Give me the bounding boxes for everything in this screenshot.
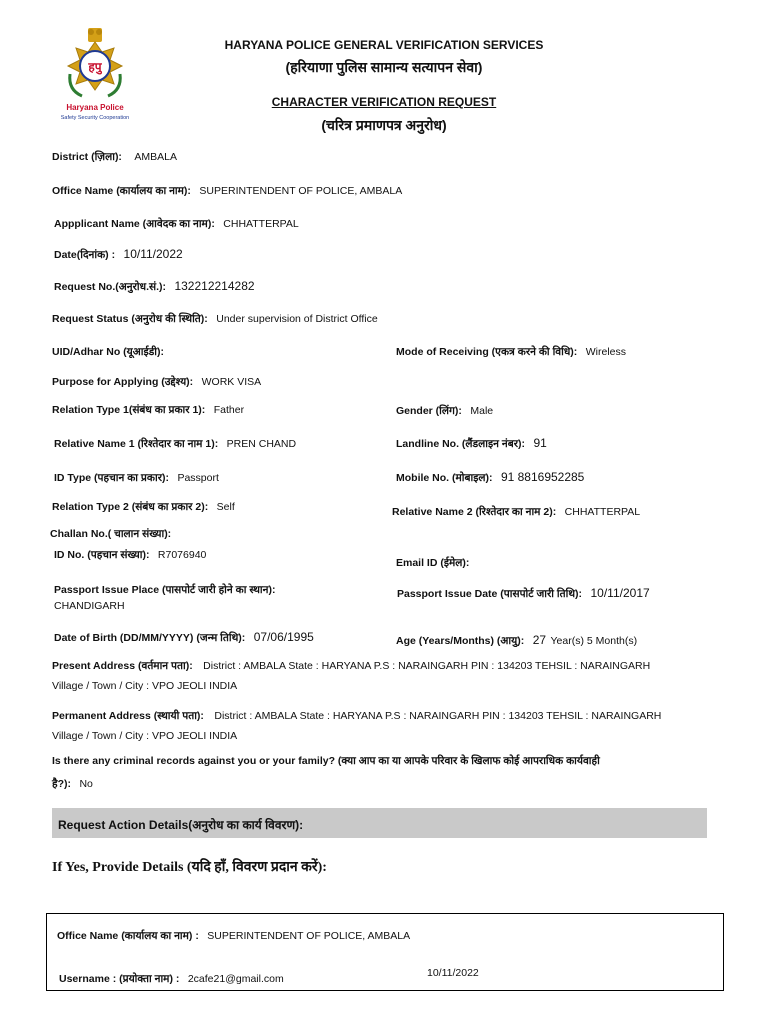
field-label: Date of Birth (DD/MM/YYYY) (जन्म तिथि): <box>54 632 246 644</box>
footer-office-name <box>57 926 410 944</box>
svg-text:Haryana Police: Haryana Police <box>66 103 124 112</box>
field-request-status <box>52 309 378 327</box>
field-label: Age (Years/Months) (आयु): <box>396 635 525 647</box>
field-label: Relative Name 1 (रिश्तेदार का नाम 1): <box>54 438 219 450</box>
address-line-2: Village / Town / City : VPO JEOLI INDIA <box>52 680 238 692</box>
field-id-no <box>54 545 206 563</box>
field-label: Appplicant Name (आवेदक का नाम): <box>54 218 215 230</box>
field-value: Under supervision of District Office <box>216 313 378 325</box>
request-action-details-bar <box>52 808 707 838</box>
field-mode-of-receiving <box>396 342 626 360</box>
field-label: Passport Issue Place (पासपोर्ट जारी होने का स्थान): <box>54 584 276 596</box>
field-value: Self <box>216 501 235 513</box>
field-value: No <box>79 778 93 790</box>
field-label: Challan No.( चालान संख्या): <box>50 528 172 540</box>
age-years: 27 <box>532 633 547 647</box>
field-present-address <box>52 656 650 692</box>
field-label: Mobile No. (मोबाइल): <box>396 472 493 484</box>
field-permanent-address <box>52 706 661 742</box>
age-suffix: Year(s) 5 Month(s) <box>550 635 638 647</box>
footer-date: 10/11/2022 <box>427 967 479 979</box>
field-label: Office Name (कार्यालय का नाम) : <box>57 930 199 942</box>
field-label: Office Name (कार्यालय का नाम): <box>52 185 191 197</box>
field-office-name <box>52 181 402 199</box>
field-passport-issue-date <box>397 584 650 602</box>
field-value: 132212214282 <box>174 279 255 293</box>
field-value: 07/06/1995 <box>253 630 314 644</box>
header-subtitle-hi: (चरित्र प्रमाणपत्र अनुरोध) <box>321 117 447 133</box>
field-label: District (ज़िला): <box>52 151 122 163</box>
field-label: ID Type (पहचान का प्रकार): <box>54 472 169 484</box>
field-value: WORK VISA <box>201 376 262 388</box>
field-dob <box>54 628 314 646</box>
field-relation-type-1 <box>52 400 244 418</box>
field-value: 91 8816952285 <box>500 470 585 484</box>
field-value: Male <box>470 405 494 417</box>
field-label: UID/Adhar No (यूआईडी): <box>52 346 164 358</box>
field-id-type <box>54 468 219 486</box>
field-relative-name-2 <box>392 502 640 520</box>
field-value: Father <box>213 404 245 416</box>
field-label: Relation Type 2 (संबंध का प्रकार 2): <box>52 501 209 513</box>
field-label: ID No. (पहचान संख्या): <box>54 549 150 561</box>
field-label: Purpose for Applying (उद्देश्य): <box>52 376 194 388</box>
address-line-2: Village / Town / City : VPO JEOLI INDIA <box>52 730 238 742</box>
footer-username <box>59 969 284 987</box>
address-line-1: District : AMBALA State : HARYANA P.S : NARAINGARH PIN : 134203 TEHSIL : NARAINGARH <box>214 710 662 722</box>
field-request-no <box>54 277 255 295</box>
field-age <box>396 631 637 649</box>
field-label: Request Status (अनुरोध की स्थिति): <box>52 313 208 325</box>
field-value: CHHATTERPAL <box>564 506 641 518</box>
field-criminal-records <box>52 754 600 792</box>
criminal-question-line-2: है?): <box>52 778 71 790</box>
field-value: SUPERINTENDENT OF POLICE, AMBALA <box>207 930 411 942</box>
field-label: Username : (प्रयोक्ता नाम) : <box>59 973 180 985</box>
field-value: PREN CHAND <box>226 438 297 450</box>
header-subtitle-en: CHARACTER VERIFICATION REQUEST <box>271 95 497 109</box>
svg-text:Safety Security Cooperation: Safety Security Cooperation <box>60 115 130 121</box>
field-uid <box>52 342 164 360</box>
field-landline <box>396 434 547 452</box>
field-challan-no <box>50 524 171 542</box>
field-relation-type-2 <box>52 497 235 515</box>
field-relative-name-1 <box>54 434 296 452</box>
field-mobile <box>396 468 584 486</box>
header-title-en: HARYANA POLICE GENERAL VERIFICATION SERVICES <box>224 38 544 52</box>
field-label: Passport Issue Date (पासपोर्ट जारी तिथि): <box>397 588 583 600</box>
field-value: CHANDIGARH <box>54 600 125 612</box>
field-value: AMBALA <box>134 151 177 163</box>
field-value: R7076940 <box>157 549 207 561</box>
field-label: Landline No. (लैंडलाइन नंबर): <box>396 438 525 450</box>
address-line-1: District : AMBALA State : HARYANA P.S : NARAINGARH PIN : 134203 TEHSIL : NARAINGARH <box>203 660 651 672</box>
criminal-question-line-1: Is there any criminal records against you or your family? (क्या आप का या आपके परिवार के खिलाफ कोई आपराधिक कार्यवाही <box>52 755 600 767</box>
if-yes-provide-details: If Yes, Provide Details (यदि हाँ, विवरण प्रदान करें): <box>52 860 327 875</box>
field-email <box>396 553 469 571</box>
field-label: Permanent Address (स्थायी पता): <box>52 710 204 722</box>
field-label: Date(दिनांक) : <box>54 249 116 261</box>
field-purpose <box>52 372 261 390</box>
field-gender <box>396 401 493 419</box>
svg-text:हपु: हपु <box>88 60 102 74</box>
field-value: 2cafe21@gmail.com <box>187 973 284 985</box>
field-passport-issue-place <box>54 583 275 612</box>
field-date <box>54 245 183 263</box>
field-label: Relation Type 1(संबंध का प्रकार 1): <box>52 404 206 416</box>
field-value: Wireless <box>585 346 627 358</box>
header-title-hi: (हरियाणा पुलिस सामान्य सत्यापन सेवा) <box>285 59 483 75</box>
field-district <box>52 147 177 165</box>
field-value: 10/11/2022 <box>123 247 183 261</box>
field-value: Passport <box>177 472 219 484</box>
field-value: SUPERINTENDENT OF POLICE, AMBALA <box>199 185 403 197</box>
field-value: 91 <box>533 436 547 450</box>
field-label: Gender (लिंग): <box>396 405 462 417</box>
field-applicant-name <box>54 214 299 232</box>
field-label: Request No.(अनुरोध.सं.): <box>54 281 166 293</box>
footer-box <box>46 913 724 991</box>
field-label: Email ID (ईमेल): <box>396 557 470 569</box>
field-label: Mode of Receiving (एकत्र करने की विधि): <box>396 346 578 358</box>
field-label: Present Address (वर्तमान पता): <box>52 660 193 672</box>
field-value: 10/11/2017 <box>590 586 650 600</box>
field-value: CHHATTERPAL <box>223 218 299 230</box>
section-title: Request Action Details(अनुरोध का कार्य विवरण): <box>58 818 304 832</box>
field-label: Relative Name 2 (रिश्तेदार का नाम 2): <box>392 506 557 518</box>
